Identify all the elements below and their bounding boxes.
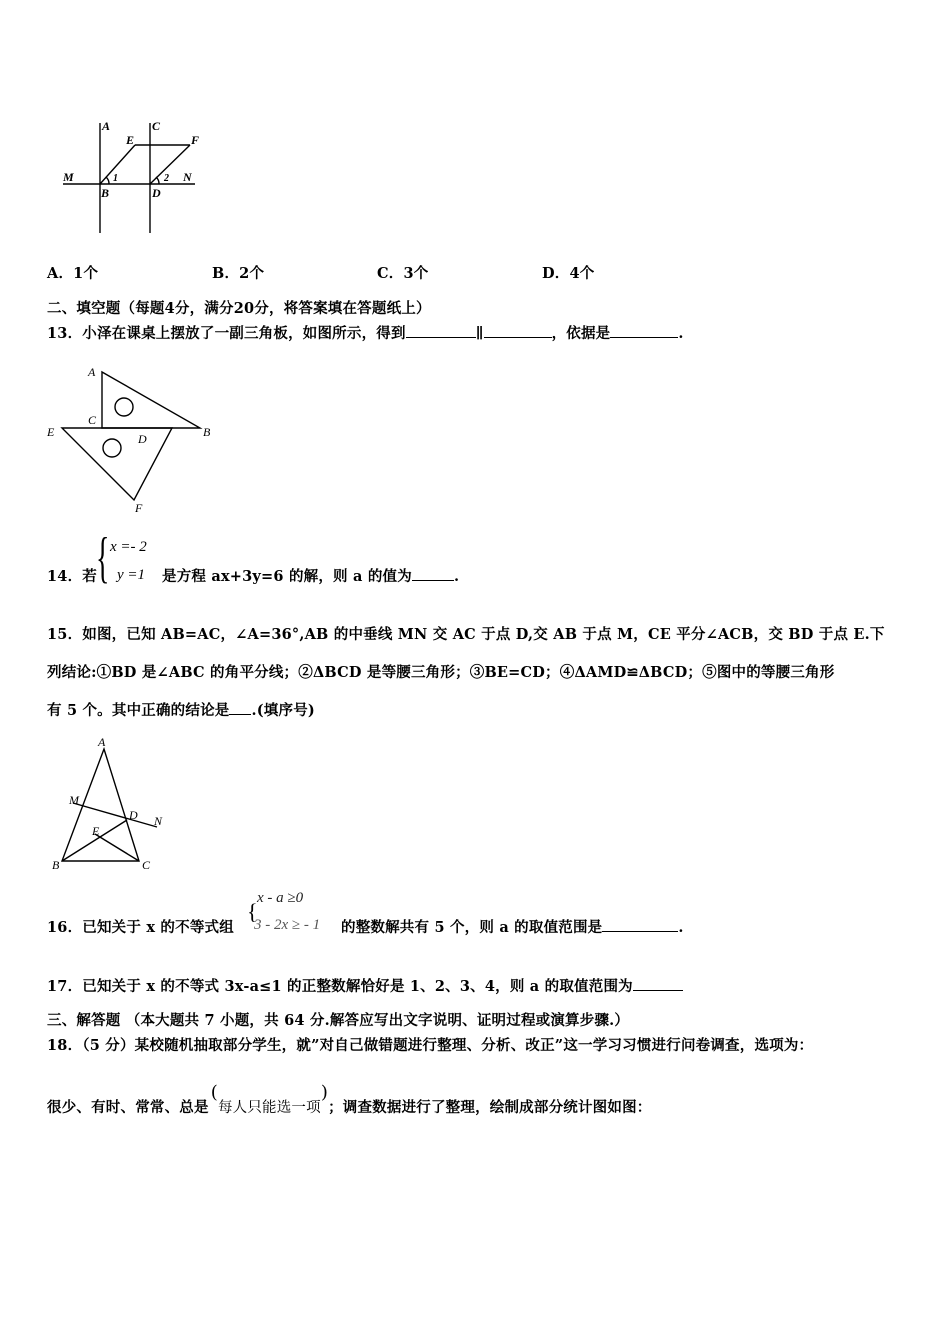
q16-end: . [678, 919, 684, 936]
label-N: N [183, 170, 192, 184]
q13-blank-2[interactable] [484, 323, 552, 338]
q16-inequality-1: x - a ≥0 [257, 890, 304, 906]
q13-parallel-sign: ∥ [475, 325, 484, 342]
q13-blank-3[interactable] [610, 323, 678, 338]
label-F: F [135, 501, 143, 515]
figure-isosceles-triangle [45, 735, 175, 875]
q13-text-1: 13．小泽在课桌上摆放了一副三角板，如图所示，得到 [47, 325, 406, 342]
figure-triangle-rulers [42, 360, 222, 520]
q15-line-3 [47, 699, 315, 720]
option-c: C．3个 [377, 265, 429, 282]
option-d: D．4个 [542, 265, 595, 282]
q18-options: 很少、有时、常常、总是 [47, 1099, 209, 1116]
q18-note: 每人只能选一项 [217, 1100, 321, 1116]
label-M: M [63, 170, 74, 184]
q18-rest: ；调查数据进行了整理，绘制成部分统计图如图： [328, 1099, 652, 1116]
label-B: B [101, 186, 110, 200]
q14-end: . [453, 568, 460, 585]
q14-brace: { [96, 527, 110, 589]
q15-blank[interactable] [229, 700, 251, 715]
q18-paren-open: ( [210, 1082, 218, 1103]
label-D: D [138, 432, 147, 446]
q14-blank[interactable] [412, 566, 454, 581]
q13-end: . [678, 325, 684, 342]
q14-prefix: 14．若 [47, 568, 97, 585]
q14-equation-1: x =- 2 [110, 539, 147, 555]
section-2-title: 二、填空题（每题4分，满分20分，将答案填在答题纸上） [47, 300, 431, 317]
label-C: C [142, 858, 151, 872]
label-B: B [52, 858, 60, 872]
q13-blank-1[interactable] [406, 323, 476, 338]
label-E: E [126, 133, 135, 147]
q15-line-2: 列结论:①BD 是∠ABC 的角平分线；②ΔBCD 是等腰三角形；③BE=CD；④ΔAMD≌ΔBCD；⑤图中的等腰三角形 [47, 664, 835, 681]
q16-text [341, 916, 684, 937]
label-C: C [88, 413, 97, 427]
label-A: A [102, 119, 111, 133]
label-D: D [152, 186, 161, 200]
q18-paren-close: ) [320, 1082, 329, 1103]
q14-suffix: 是方程 ax+3y=6 的解，则 a 的值为 [162, 568, 412, 585]
angle-2: 2 [164, 173, 169, 184]
figure-parallel-lines [55, 115, 205, 240]
q15-line-3-end: .(填序号) [251, 702, 315, 719]
option-a: A．1个 [47, 265, 99, 282]
label-E: E [47, 425, 55, 439]
q13-text-2: ，依据是 [551, 325, 611, 342]
question-17 [47, 975, 683, 996]
label-B: B [203, 425, 211, 439]
q15-line-3-text: 有 5 个。其中正确的结论是 [47, 702, 230, 719]
label-N: N [154, 814, 163, 828]
q16-suffix: 的整数解共有 5 个，则 a 的取值范围是 [341, 919, 603, 936]
label-D: D [129, 808, 138, 822]
label-E: E [92, 824, 100, 838]
q18-line-2 [47, 1082, 652, 1117]
label-F: F [191, 133, 200, 147]
label-M: M [69, 793, 79, 807]
angle-1: 1 [113, 173, 118, 184]
section-3-title: 三、解答题 （本大题共 7 小题，共 64 分.解答应写出文字说明、证明过程或演算步骤.） [47, 1012, 630, 1029]
q16-inequality-2: 3 - 2x ≥ - 1 [254, 917, 321, 933]
q16-blank[interactable] [602, 917, 678, 932]
q17-text: 17．已知关于 x 的不等式 3x-a≤1 的正整数解恰好是 1、2、3、4，则 a 的取值范围为 [47, 978, 633, 995]
label-A: A [98, 735, 106, 749]
q14-text [162, 565, 459, 586]
q17-blank[interactable] [633, 976, 683, 991]
question-13 [47, 322, 684, 343]
q16-prefix: 16．已知关于 x 的不等式组 [47, 919, 234, 936]
q18-line-1: 18．（5 分）某校随机抽取部分学生，就”对自己做错题进行整理、分析、改正”这一学习习惯进行问卷调查，选项为： [47, 1037, 814, 1054]
q14-equation-2: y =1 [117, 567, 146, 583]
q15-line-1: 15．如图，已知 AB=AC，∠A=36°,AB 的中垂线 MN 交 AC 于点 D,交 AB 于点 M，CE 平分∠ACB，交 BD 于点 E.下 [47, 626, 885, 643]
label-A: A [88, 365, 96, 379]
option-b: B．2个 [212, 265, 265, 282]
label-C: C [152, 119, 161, 133]
q16-brace: { [247, 899, 258, 924]
